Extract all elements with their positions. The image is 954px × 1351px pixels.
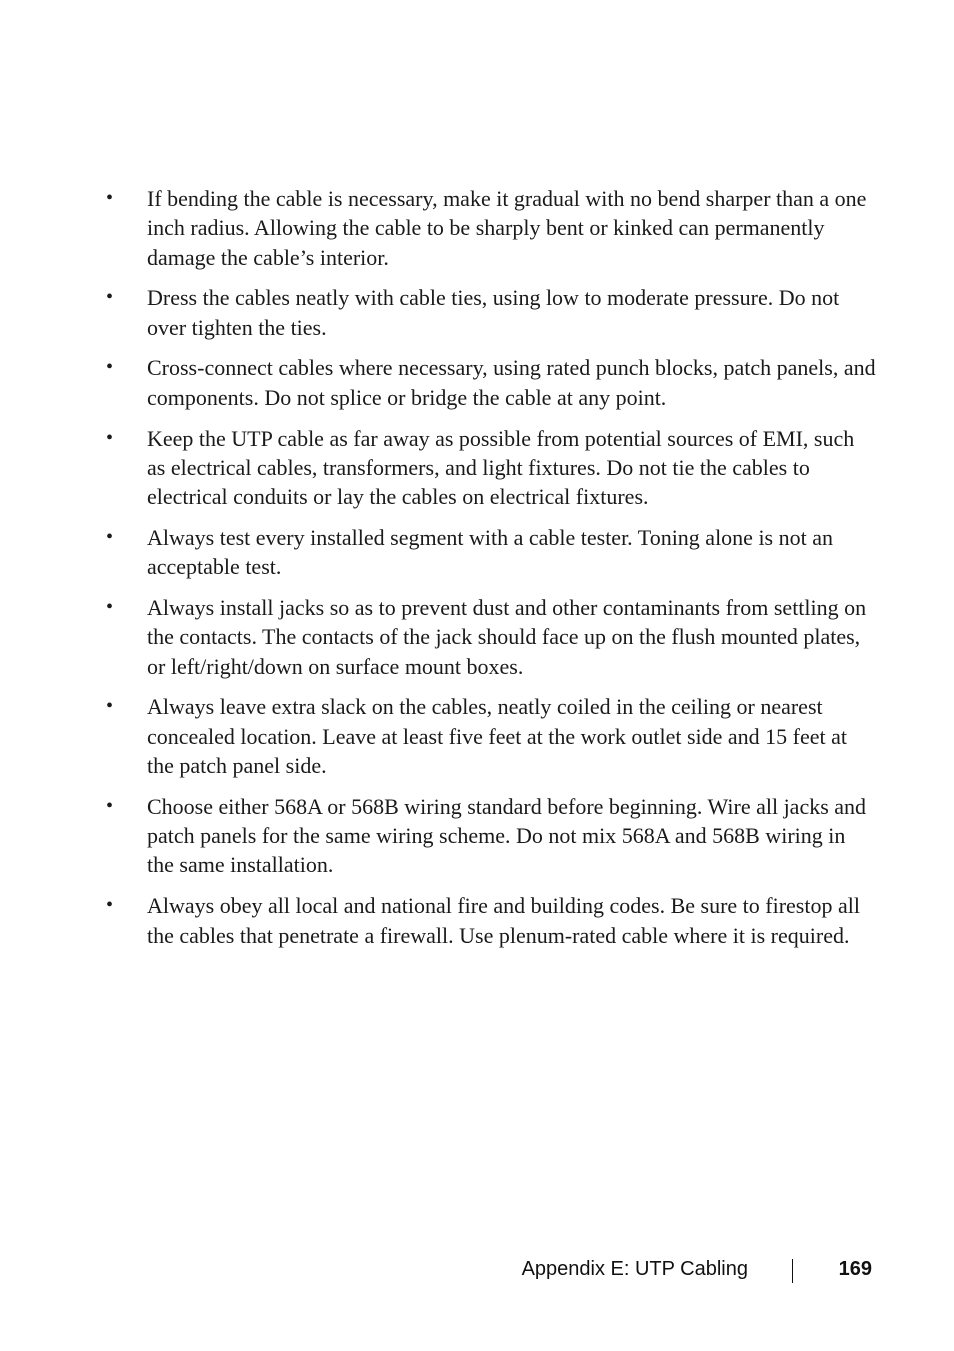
bullet-icon: • [106,794,114,817]
bullet-icon: • [106,426,114,449]
list-item-text: Cross-connect cables where necessary, using rated punch blocks, patch panels, and components. Do not splice or bridge the cable at any point. [147,355,876,410]
bullet-icon: • [106,596,114,619]
list-item-text: If bending the cable is necessary, make it gradual with no bend sharper than a one inch radius. Allowing the cable to be sharply bent or kinked can permanently damage the cable’s interior. [147,186,867,270]
bullet-icon: • [106,187,114,209]
list-item-text: Always leave extra slack on the cables, neatly coiled in the ceiling or nearest concealed location. Leave at least five feet at the work outlet side and 15 feet at the patch panel side. [147,694,848,779]
bullet-icon: • [106,695,114,718]
list-item-text: Always obey all local and national fire and building codes. Be sure to firestop all the cables that penetrate a firewall. Use plenum-rated cable where it is required. [147,893,860,948]
list-item [106,891,876,950]
list-item [106,593,876,681]
list-item-text: Dress the cables neatly with cable ties, using low to moderate pressure. Do not over tighten the ties. [147,285,840,340]
page-footer [0,1258,954,1286]
list-item-text: Choose either 568A or 568B wiring standard before beginning. Wire all jacks and patch panels for the same wiring scheme. Do not mix 568A and 568B wiring in the same installation. [147,793,867,878]
page-body [106,184,876,961]
list-item-text: Keep the UTP cable as far away as possible from potential sources of EMI, such as electrical cables, transformers, and light fixtures. Do not tie the cables to electrical conduits or lay the cables on electrical fixtures. [147,425,855,510]
list-item [106,692,876,780]
list-item [106,424,876,512]
list-item [106,353,876,412]
list-item [106,283,876,342]
footer-section-title: Appendix E: UTP Cabling [521,1258,748,1280]
bullet-icon: • [106,894,114,917]
footer-divider [792,1259,793,1283]
bullet-icon: • [106,356,114,379]
list-item [106,523,876,582]
page-number: 169 [838,1258,872,1280]
list-item-text: Always test every installed segment with a cable tester. Toning alone is not an acceptable test. [147,524,833,580]
bullet-icon: • [106,525,114,548]
bullet-icon: • [106,286,114,309]
list-item [106,184,876,272]
list-item [106,792,876,880]
guideline-list [106,184,876,950]
list-item-text: Always install jacks so as to prevent dust and other contaminants from settling on the contacts. The contacts of the jack should face up on the flush mounted plates, or left/right/down on surface mount boxes. [147,595,867,679]
